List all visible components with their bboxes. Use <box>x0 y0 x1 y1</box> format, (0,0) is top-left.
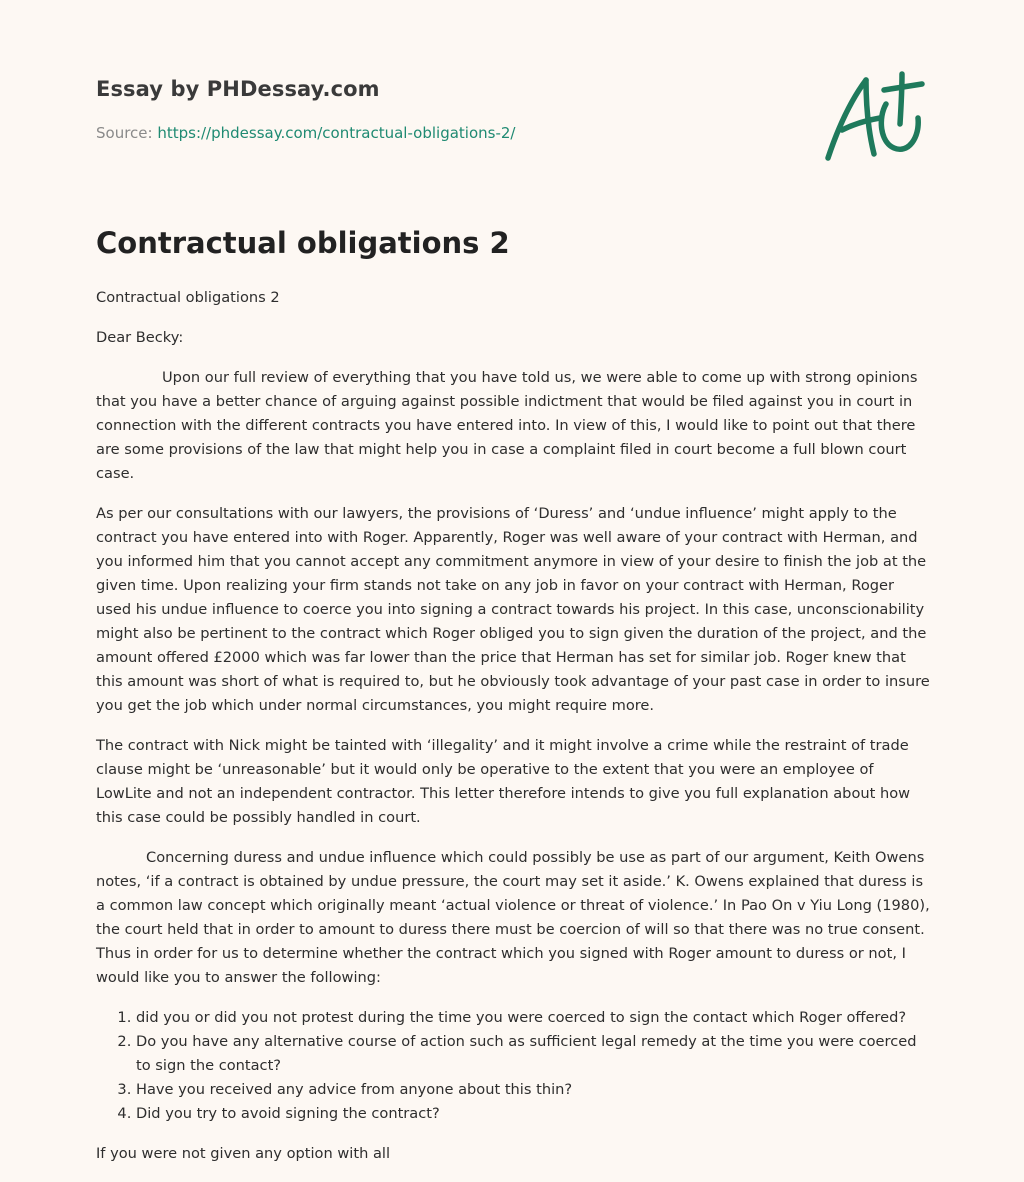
essay-body <box>96 286 932 1182</box>
source-line <box>96 124 515 142</box>
paragraph-2: As per our consultations with our lawyers, the provisions of ‘Duress’ and ‘undue influence’ might apply to the contract you have entered into with Roger. Apparently, Roger was well aware of your contract with Herman, and you informed him that you cannot accept any commitment anymore in view of your desire to finish the job at the given time. Upon realizing your firm stands not take on any job in favor on your contract with Herman, Roger used his undue influence to coerce you into signing a contract towards his project. In this case, unconscionability might also be pertinent to the contract which Roger obliged you to sign given the duration of the project, and the amount offered £2000 which was far lower than the price that Herman has set for similar job. Roger knew that this amount was short of what is required to, but he obviously took advantage of your past case in order to insure you get the job which under normal circumstances, you might require more. <box>96 505 930 714</box>
list-item: 2. Do you have any alternative course of action such as sufficient legal remedy at the time you were coerced to sign the contact? <box>136 1030 932 1078</box>
source-label: Source: <box>96 124 158 142</box>
list-item: 4. Did you try to avoid signing the contract? <box>136 1102 932 1126</box>
question-list <box>96 1006 932 1126</box>
paragraph-1: Upon our full review of everything that you have told us, we were able to come up with strong opinions that you have a better chance of arguing against possible indictment that would be filed against you in court in connection with the different contracts you have entered into. In view of this, I would like to point out that there are some provisions of the law that might help you in case a complaint filed in court become a full blown court case. <box>96 369 918 482</box>
essay-subtitle: Contractual obligations 2 <box>96 289 280 306</box>
paragraph-3: The contract with Nick might be tainted with ‘illegality’ and it might involve a crime while the restraint of trade clause might be ‘unreasonable’ but it would only be operative to the extent that you were an employee of LowLite and not an independent contractor. This letter therefore intends to give you full explanation about how this case could be possibly handled in court. <box>96 737 911 826</box>
salutation: Dear Becky: <box>96 329 184 346</box>
paragraph-5: If you were not given any option with all <box>96 1145 391 1162</box>
source-link[interactable]: https://phdessay.com/contractual-obligations-2/ <box>157 124 516 142</box>
list-item: 1. did you or did you not protest during the time you were coerced to sign the contact which Roger offered? <box>136 1006 932 1030</box>
a-plus-logo-icon <box>822 68 926 164</box>
paragraph-4: Concerning duress and undue influence which could possibly be use as part of our argument, Keith Owens notes, ‘if a contract is obtained by undue pressure, the court may set it aside.’ K. Owens explained that duress is a common law concept which originally meant ‘actual violence or threat of violence.’ In Pao On v Yiu Long (1980), the court held that in order to amount to duress there must be coercion of will so that there was no true consent. Thus in order for us to determine whether the contract which you signed with Roger amount to duress or not, I would like you to answer the following: <box>96 849 930 986</box>
page-title: Contractual obligations 2 <box>96 226 510 260</box>
site-brand: Essay by PHDessay.com <box>96 77 380 101</box>
list-item: 3. Have you received any advice from anyone about this thin? <box>136 1078 932 1102</box>
